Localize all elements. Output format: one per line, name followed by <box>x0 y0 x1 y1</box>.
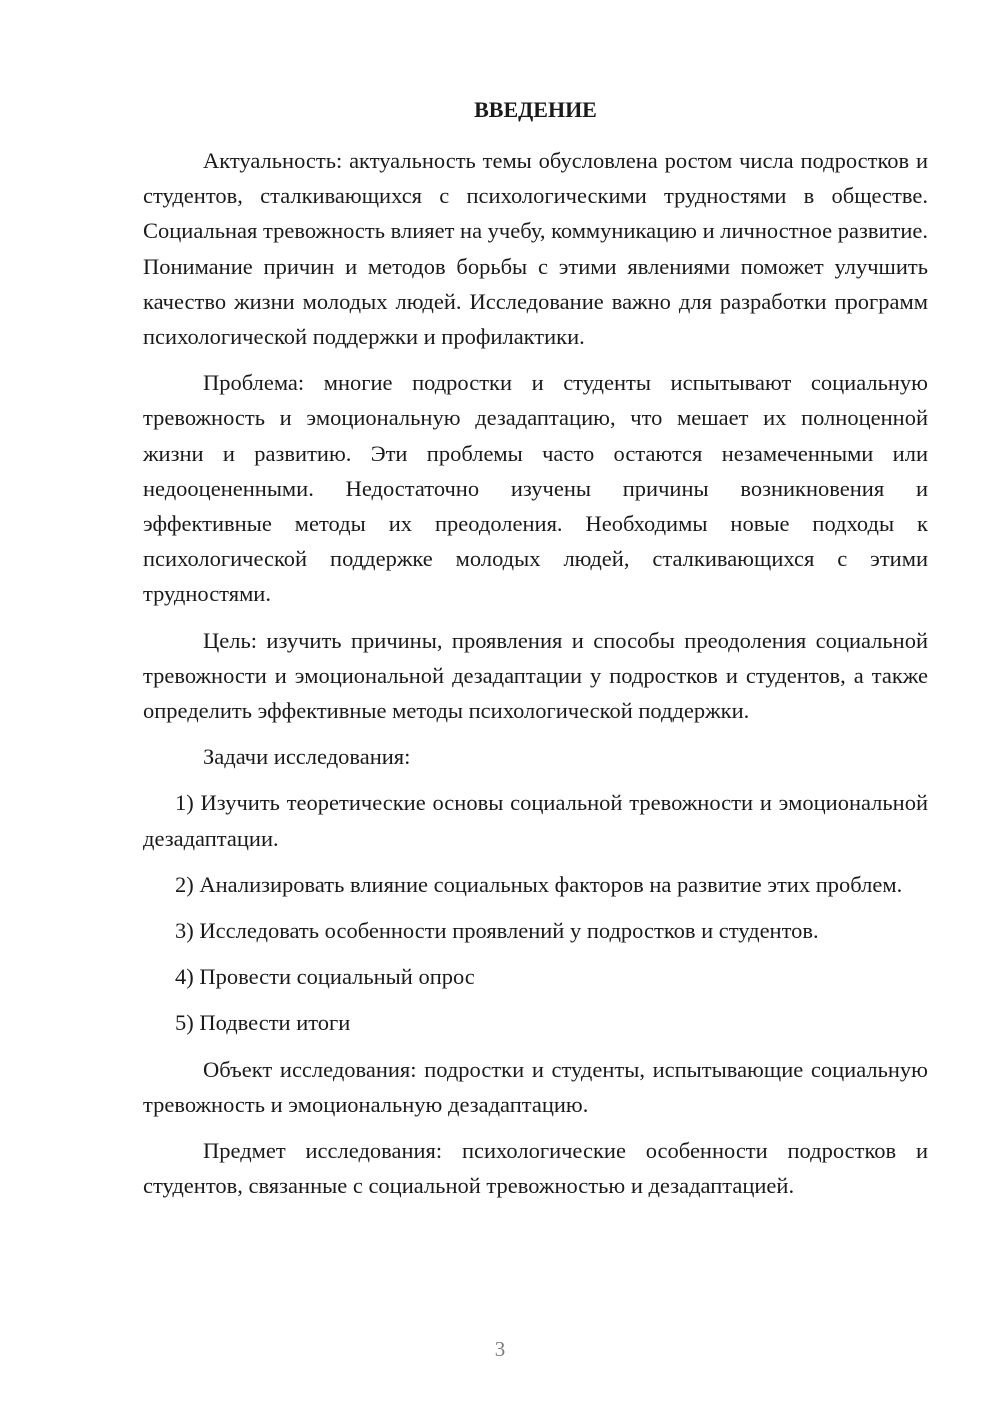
goal-paragraph: Цель: изучить причины, проявления и способы преодоления социальной тревожности и эмоциональной дезадаптации у подростков и студентов, а также определить эффективные методы психологической поддержки. <box>143 627 928 724</box>
subject-paragraph: Предмет исследования: психологические особенности подростков и студентов, связанные с социальной тревожностью и дезадаптацией. <box>143 1138 928 1199</box>
section-heading: ВВЕДЕНИЕ <box>474 97 597 122</box>
task-item-2: 2) Анализировать влияние социальных факторов на развитие этих проблем. <box>175 871 903 897</box>
tasks-heading: Задачи исследования: <box>203 744 411 770</box>
task-item-3: 3) Исследовать особенности проявлений у подростков и студентов. <box>175 918 819 944</box>
problem-paragraph: Проблема: многие подростки и студенты испытывают социальную тревожность и эмоциональную дезадаптацию, что мешает их полноценной жизни и развитию. Эти проблемы часто остаются незамеченными или недооцененными. Недостаточно изучены причины возникновения и эффективные методы их преодоления. Необходимы новые подходы к психологической поддержке молодых людей, сталкивающихся с этими трудностями. <box>143 370 928 607</box>
relevance-paragraph: Актуальность: актуальность темы обусловлена ростом числа подростков и студентов, сталкивающихся с психологическими трудностями в обществе. Социальная тревожность влияет на учебу, коммуникацию и личностное развитие. Понимание причин и методов борьбы с этими явлениями поможет улучшить качество жизни молодых людей. Исследование важно для разработки программ психологической поддержки и профилактики. <box>143 148 928 350</box>
document-page <box>143 92 928 1214</box>
task-item-4: 4) Провести социальный опрос <box>175 964 475 990</box>
task-item-1: 1) Изучить теоретические основы социальной тревожности и эмоциональной дезадаптации. <box>143 790 928 851</box>
object-paragraph: Объект исследования: подростки и студенты, испытывающие социальную тревожность и эмоциональную дезадаптацию. <box>143 1056 928 1117</box>
page-number: 3 <box>494 1337 506 1361</box>
task-item-5: 5) Подвести итоги <box>175 1010 351 1036</box>
